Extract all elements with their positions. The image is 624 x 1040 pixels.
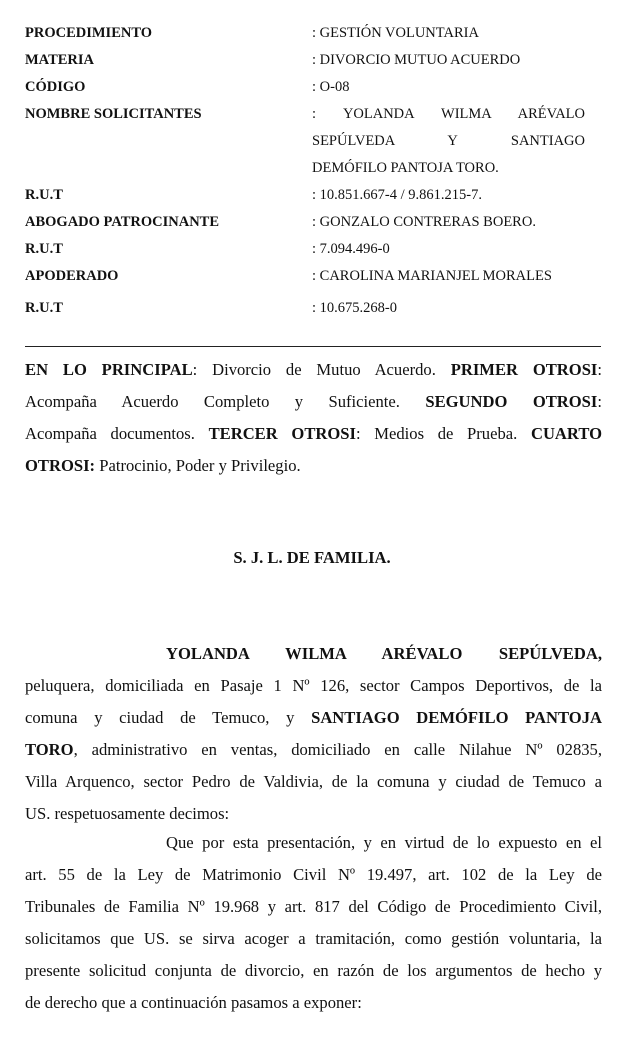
body-line [25, 734, 602, 766]
header-value-line: SEPÚLVEDA Y SANTIAGO [312, 133, 585, 149]
body-line [25, 638, 602, 670]
summary-paragraph [25, 354, 602, 482]
body-paragraph-1 [25, 638, 602, 830]
header-value [312, 101, 585, 182]
otrosi3-text: : Medios de Prueba. [355, 424, 518, 443]
otrosi4-text: Patrocinio, Poder y Privilegio. [99, 456, 301, 475]
body-line: Tribunales de Familia Nº 19.968 y art. 817 del Código de Procedimiento Civil, [25, 897, 602, 916]
body-line: US. respetuosamente decimos: [25, 804, 230, 823]
body-text: comuna y ciudad de Temuco, y [25, 708, 295, 727]
otrosi3-label: TERCER OTROSI [208, 424, 356, 443]
summary-line: EN LO PRINCIPAL: Divorcio de Mutuo Acuerdo. PRIMER OTROSI: [25, 360, 603, 379]
applicant-name-2-cont: TORO [25, 740, 74, 759]
header-value-line: : YOLANDA WILMA ARÉVALO [312, 106, 585, 122]
body-paragraph-2 [25, 827, 602, 1019]
applicant-name-1: YOLANDA WILMA ARÉVALO SEPÚLVEDA, [166, 644, 602, 663]
header-label: R.U.T [25, 300, 63, 316]
body-line: presente solicitud conjunta de divorcio, en razón de los argumentos de hecho y [25, 961, 602, 980]
separator-rule [25, 346, 601, 347]
header-label: PROCEDIMIENTO [25, 25, 153, 41]
header-value: : GESTIÓN VOLUNTARIA [312, 25, 479, 41]
applicant-name-2: SANTIAGO DEMÓFILO PANTOJA [311, 708, 602, 727]
header-value: : 10.851.667-4 / 9.861.215-7. [312, 187, 482, 203]
summary-line [25, 450, 602, 482]
principal-text: : Divorcio de Mutuo Acuerdo. [192, 360, 436, 379]
court-heading: S. J. L. DE FAMILIA. [233, 548, 391, 567]
header-label: APODERADO [25, 268, 119, 284]
otrosi2-label: SEGUNDO OTROSI [425, 392, 598, 411]
header-value: : CAROLINA MARIANJEL MORALES [312, 268, 552, 284]
body-line: solicitamos que US. se sirva acoger a tramitación, como gestión voluntaria, la [25, 929, 602, 948]
header-row-solicitantes [25, 105, 585, 185]
header-value: : GONZALO CONTRERAS BOERO. [312, 214, 536, 230]
body-line: de derecho que a continuación pasamos a exponer: [25, 993, 362, 1012]
header-value: : 7.094.496-0 [312, 241, 390, 257]
header-value-line: DEMÓFILO PANTOJA TORO. [312, 160, 499, 176]
header-value: : 10.675.268-0 [312, 300, 397, 316]
header-label: ABOGADO PATROCINANTE [25, 214, 220, 230]
body-line [25, 702, 602, 734]
body-line: Que por esta presentación, y en virtud de lo expuesto en el [166, 833, 602, 852]
summary-line: Acompaña Acuerdo Completo y Suficiente. SEGUNDO OTROSI: [25, 392, 602, 411]
header-label: R.U.T [25, 241, 63, 257]
otrosi4-label: OTROSI: [25, 456, 96, 475]
header-label: R.U.T [25, 187, 63, 203]
header-label: MATERIA [25, 52, 95, 68]
principal-label: EN LO PRINCIPAL [25, 360, 193, 379]
header-label: CÓDIGO [25, 79, 86, 95]
body-line: peluquera, domiciliada en Pasaje 1 Nº 126, sector Campos Deportivos, de la [25, 676, 602, 695]
otrosi1-label: PRIMER OTROSI [450, 360, 598, 379]
otrosi2-text: Acompaña documentos. [25, 424, 195, 443]
otrosi4-label: CUARTO [530, 424, 602, 443]
otrosi1-text: Acompaña Acuerdo Completo y Suficiente. [25, 392, 400, 411]
body-line: Villa Arquenco, sector Pedro de Valdivia, de la comuna y ciudad de Temuco a [25, 772, 602, 791]
summary-line [25, 418, 602, 450]
header-value: : DIVORCIO MUTUO ACUERDO [312, 52, 521, 68]
header-label: NOMBRE SOLICITANTES [25, 106, 202, 122]
body-line: art. 55 de la Ley de Matrimonio Civil Nº 19.497, art. 102 de la Ley de [25, 865, 602, 884]
body-text: , administrativo en ventas, domiciliado en calle Nilahue Nº 02835, [73, 740, 602, 759]
header-value: : O-08 [312, 79, 350, 95]
